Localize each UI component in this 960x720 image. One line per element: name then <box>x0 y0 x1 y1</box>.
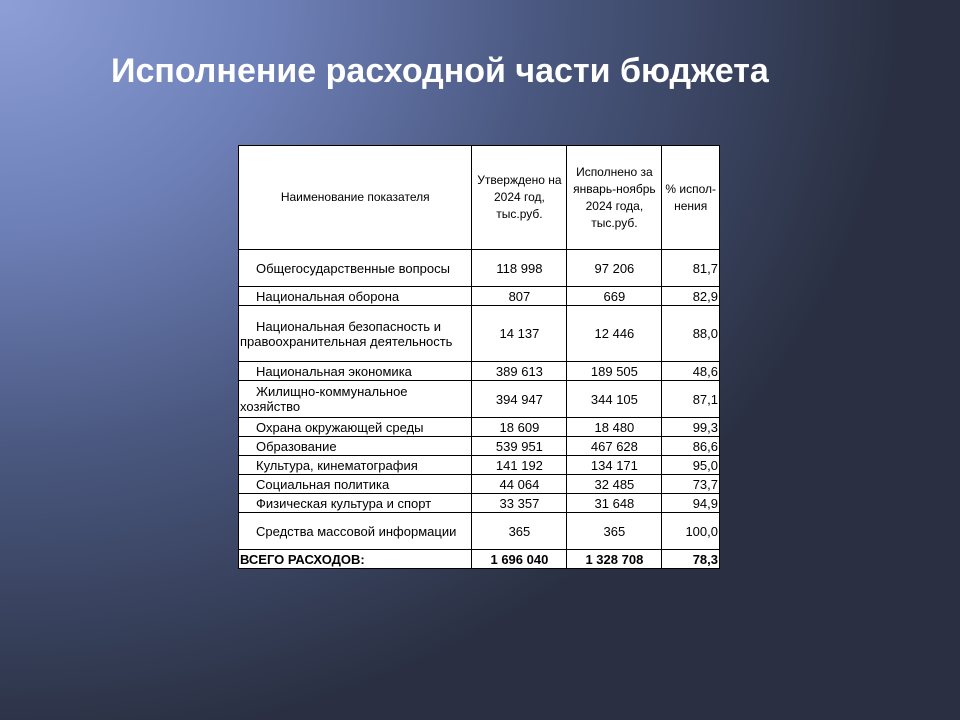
row-name: Охрана окружающей среды <box>239 418 472 437</box>
table-header-row <box>239 146 720 250</box>
row-name: Физическая культура и спорт <box>239 494 472 513</box>
row-name: Национальная оборона <box>239 287 472 306</box>
row-percent: 73,7 <box>662 475 720 494</box>
row-name: Национальная экономика <box>239 362 472 381</box>
row-approved: 807 <box>472 287 567 306</box>
row-percent: 95,0 <box>662 456 720 475</box>
table-total-row <box>239 550 720 569</box>
row-approved: 14 137 <box>472 306 567 362</box>
row-approved: 394 947 <box>472 381 567 418</box>
row-percent: 88,0 <box>662 306 720 362</box>
row-approved: 365 <box>472 513 567 550</box>
budget-table-container <box>238 145 720 569</box>
table-row <box>239 513 720 550</box>
row-percent: 82,9 <box>662 287 720 306</box>
row-name: Культура, кинематография <box>239 456 472 475</box>
row-executed: 669 <box>567 287 662 306</box>
table-row <box>239 437 720 456</box>
row-percent: 86,6 <box>662 437 720 456</box>
table-row <box>239 362 720 381</box>
row-name: Общегосударственные вопросы <box>239 250 472 287</box>
table-row <box>239 494 720 513</box>
row-executed: 12 446 <box>567 306 662 362</box>
budget-table <box>238 145 720 569</box>
total-name: ВСЕГО РАСХОДОВ: <box>239 550 472 569</box>
total-percent: 78,3 <box>662 550 720 569</box>
row-percent: 94,9 <box>662 494 720 513</box>
row-executed: 467 628 <box>567 437 662 456</box>
row-executed: 31 648 <box>567 494 662 513</box>
header-executed: Исполнено за январь-ноябрь 2024 года, тыс.руб. <box>567 146 662 250</box>
header-percent: % испол-нения <box>662 146 720 250</box>
total-approved: 1 696 040 <box>472 550 567 569</box>
row-executed: 344 105 <box>567 381 662 418</box>
row-approved: 118 998 <box>472 250 567 287</box>
table-row <box>239 381 720 418</box>
row-approved: 18 609 <box>472 418 567 437</box>
row-executed: 97 206 <box>567 250 662 287</box>
row-percent: 81,7 <box>662 250 720 287</box>
row-name: Средства массовой информации <box>239 513 472 550</box>
row-name: Социальная политика <box>239 475 472 494</box>
row-name: Национальная безопасность и правоохранительная деятельность <box>239 306 472 362</box>
row-approved: 539 951 <box>472 437 567 456</box>
row-executed: 365 <box>567 513 662 550</box>
total-executed: 1 328 708 <box>567 550 662 569</box>
table-row <box>239 250 720 287</box>
row-percent: 48,6 <box>662 362 720 381</box>
row-executed: 18 480 <box>567 418 662 437</box>
table-row <box>239 475 720 494</box>
row-name: Жилищно-коммунальное хозяйство <box>239 381 472 418</box>
row-executed: 134 171 <box>567 456 662 475</box>
row-percent: 87,1 <box>662 381 720 418</box>
slide-title: Исполнение расходной части бюджета <box>111 52 769 90</box>
table-row <box>239 287 720 306</box>
row-approved: 389 613 <box>472 362 567 381</box>
row-percent: 100,0 <box>662 513 720 550</box>
row-executed: 189 505 <box>567 362 662 381</box>
row-executed: 32 485 <box>567 475 662 494</box>
header-approved: Утверждено на 2024 год, тыс.руб. <box>472 146 567 250</box>
row-approved: 141 192 <box>472 456 567 475</box>
row-approved: 33 357 <box>472 494 567 513</box>
row-percent: 99,3 <box>662 418 720 437</box>
row-approved: 44 064 <box>472 475 567 494</box>
table-row <box>239 456 720 475</box>
table-row <box>239 418 720 437</box>
header-name: Наименование показателя <box>239 146 472 250</box>
table-row <box>239 306 720 362</box>
row-name: Образование <box>239 437 472 456</box>
